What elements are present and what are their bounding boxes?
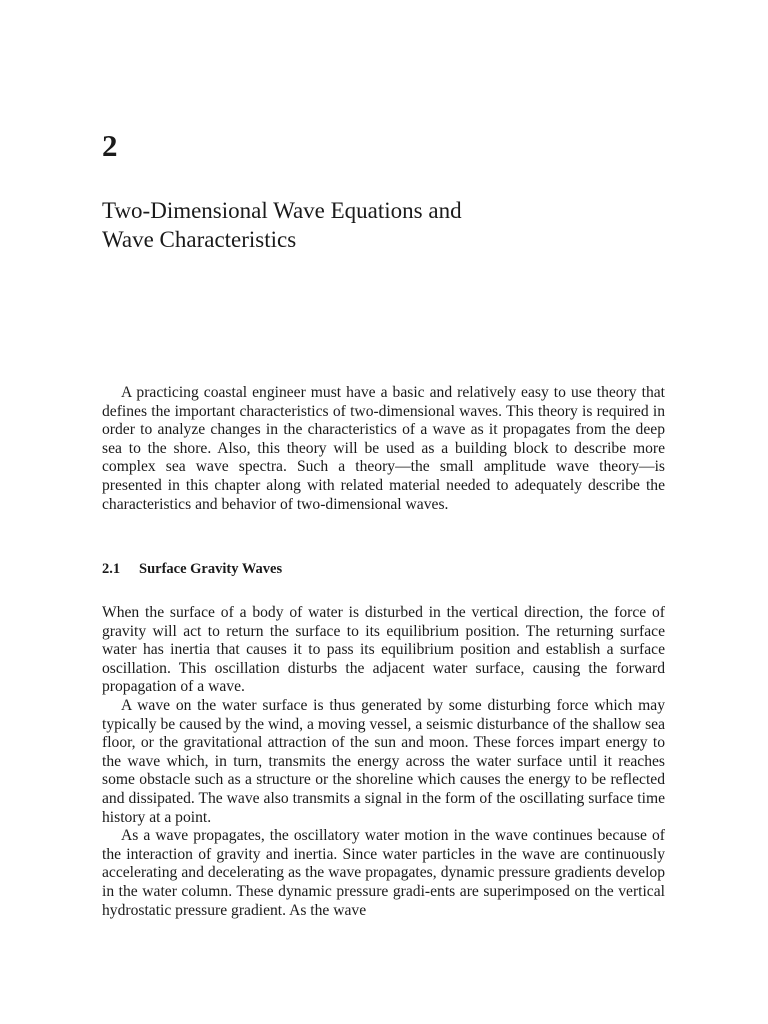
chapter-number: 2 bbox=[102, 128, 118, 163]
intro-paragraph: A practicing coastal engineer must have a basic and relatively easy to use theory that defines the important characteristics of two-dimensional waves. This theory is required in order to analyze changes in the characteristics of a wave as it propagates from the deep sea to the shore. Also, this theory will be used as a building block to describe more complex sea wave spectra. Such a theory—the small amplitude wave theory—is presented in this chapter along with related material needed to adequately describe the characteristics and behavior of two-dimensional waves. bbox=[102, 384, 665, 513]
body-paragraph-1: When the surface of a body of water is disturbed in the vertical direction, the force of gravity will act to return the surface to its equilibrium position. The returning surface water has inertia that causes it to pass its equilibrium position and establish a surface oscillation. This oscillation disturbs the adjacent water surface, causing the forward propagation of a wave. bbox=[102, 604, 665, 696]
section-body bbox=[102, 604, 665, 920]
body-paragraph-3: As a wave propagates, the oscillatory water motion in the wave continues because of the interaction of gravity and inertia. Since water particles in the wave are continuously accelerating and decelerating as the wave propagates, dynamic pressure gradients develop in the water column. These dynamic pressure gradi-ents are superimposed on the vertical hydrostatic pressure gradient. As the wave bbox=[102, 827, 665, 919]
chapter-title-line-1: Two-Dimensional Wave Equations and bbox=[102, 198, 462, 223]
chapter-title-line-2: Wave Characteristics bbox=[102, 227, 297, 252]
body-paragraph-2: A wave on the water surface is thus generated by some disturbing force which may typically be caused by the wind, a moving vessel, a seismic disturbance of the shallow sea floor, or the gravitational attraction of the sun and moon. These forces impart energy to the wave which, in turn, transmits the energy across the water surface until it reaches some obstacle such as a structure or the shoreline which causes the energy to be reflected and dissipated. The wave also transmits a signal in the form of the oscillating surface time history at a point. bbox=[102, 696, 665, 826]
chapter-title bbox=[102, 196, 622, 254]
intro-text bbox=[102, 384, 665, 514]
section-number: 2.1 bbox=[102, 561, 121, 577]
section-title: Surface Gravity Waves bbox=[139, 561, 283, 577]
section-heading bbox=[102, 560, 282, 578]
